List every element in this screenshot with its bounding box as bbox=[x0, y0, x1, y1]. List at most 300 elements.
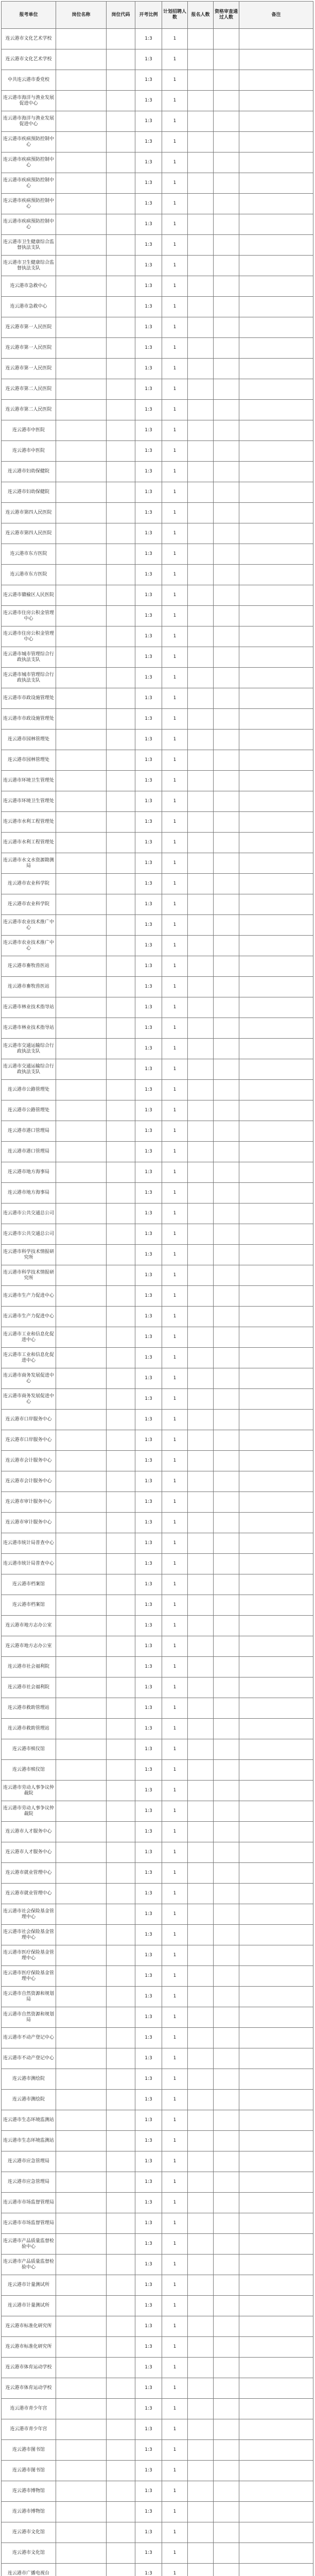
cell-unit: 连云港市第一人民医院 bbox=[2, 338, 56, 359]
cell-code bbox=[107, 1966, 135, 1987]
cell-unit: 连云港市统计局普查中心 bbox=[2, 1533, 56, 1554]
cell-unit: 连云港市不动产登记中心 bbox=[2, 2048, 56, 2069]
cell-applicants bbox=[188, 2213, 214, 2234]
cell-ratio: 1:3 bbox=[135, 1987, 162, 2007]
cell-passed bbox=[214, 2069, 239, 2090]
cell-hire-count: 1 bbox=[162, 2481, 188, 2502]
cell-hire-count: 1 bbox=[162, 750, 188, 771]
cell-unit: 连云港市中医院 bbox=[2, 441, 56, 462]
cell-code bbox=[107, 2213, 135, 2234]
cell-unit: 连云港市疾病预防控制中心 bbox=[2, 214, 56, 235]
table-row bbox=[2, 791, 313, 812]
cell-hire-count: 1 bbox=[162, 1327, 188, 1348]
cell-ratio: 1:3 bbox=[135, 235, 162, 256]
cell-ratio: 1:3 bbox=[135, 29, 162, 49]
cell-unit: 连云港市急救中心 bbox=[2, 297, 56, 317]
table-row bbox=[2, 1162, 313, 1183]
cell-passed bbox=[214, 2296, 239, 2316]
cell-code bbox=[107, 2255, 135, 2275]
cell-unit: 连云港市计量测试所 bbox=[2, 2296, 56, 2316]
cell-applicants bbox=[188, 1904, 214, 1925]
cell-code bbox=[107, 1822, 135, 1842]
cell-code bbox=[107, 1451, 135, 1471]
cell-post bbox=[56, 2358, 107, 2378]
cell-code bbox=[107, 833, 135, 853]
cell-code bbox=[107, 2440, 135, 2461]
table-row bbox=[2, 1657, 313, 1677]
cell-note bbox=[239, 2028, 313, 2048]
cell-ratio: 1:3 bbox=[135, 1657, 162, 1677]
cell-hire-count: 1 bbox=[162, 1307, 188, 1327]
cell-hire-count: 1 bbox=[162, 2316, 188, 2337]
cell-code bbox=[107, 1286, 135, 1307]
cell-post bbox=[56, 894, 107, 915]
cell-code bbox=[107, 297, 135, 317]
cell-hire-count: 1 bbox=[162, 874, 188, 894]
cell-code bbox=[107, 1987, 135, 2007]
cell-applicants bbox=[188, 1657, 214, 1677]
cell-applicants bbox=[188, 235, 214, 256]
cell-note bbox=[239, 1842, 313, 1863]
cell-code bbox=[107, 626, 135, 647]
cell-post bbox=[56, 1698, 107, 1719]
cell-code bbox=[107, 936, 135, 956]
cell-applicants bbox=[188, 1245, 214, 1265]
cell-post bbox=[56, 2069, 107, 2090]
cell-code bbox=[107, 1307, 135, 1327]
cell-ratio: 1:3 bbox=[135, 173, 162, 194]
table-row bbox=[2, 1183, 313, 1204]
cell-ratio: 1:3 bbox=[135, 1183, 162, 1204]
cell-passed bbox=[214, 2316, 239, 2337]
cell-code bbox=[107, 1739, 135, 1760]
cell-applicants bbox=[188, 2110, 214, 2131]
cell-applicants bbox=[188, 1554, 214, 1574]
cell-ratio: 1:3 bbox=[135, 132, 162, 152]
cell-applicants bbox=[188, 915, 214, 936]
cell-ratio: 1:3 bbox=[135, 2028, 162, 2048]
cell-passed bbox=[214, 49, 239, 70]
cell-unit: 连云港市人才服务中心 bbox=[2, 1822, 56, 1842]
cell-applicants bbox=[188, 1121, 214, 1142]
cell-ratio: 1:3 bbox=[135, 2255, 162, 2275]
cell-note bbox=[239, 1719, 313, 1739]
cell-applicants bbox=[188, 132, 214, 152]
cell-code bbox=[107, 338, 135, 359]
cell-code bbox=[107, 1945, 135, 1966]
cell-ratio: 1:3 bbox=[135, 2296, 162, 2316]
cell-post bbox=[56, 1451, 107, 1471]
cell-code bbox=[107, 132, 135, 152]
cell-hire-count: 1 bbox=[162, 420, 188, 441]
cell-unit: 连云港市图书馆 bbox=[2, 2461, 56, 2481]
cell-applicants bbox=[188, 1719, 214, 1739]
cell-hire-count: 1 bbox=[162, 977, 188, 997]
cell-ratio: 1:3 bbox=[135, 1307, 162, 1327]
cell-passed bbox=[214, 1162, 239, 1183]
cell-hire-count: 1 bbox=[162, 1966, 188, 1987]
table-row bbox=[2, 2564, 313, 2576]
cell-hire-count: 1 bbox=[162, 338, 188, 359]
cell-unit: 连云港市水利工程管理处 bbox=[2, 833, 56, 853]
table-row bbox=[2, 1018, 313, 1039]
cell-code bbox=[107, 1100, 135, 1121]
cell-unit: 连云港市博物馆 bbox=[2, 2502, 56, 2522]
cell-applicants bbox=[188, 256, 214, 276]
table-row bbox=[2, 152, 313, 173]
cell-code bbox=[107, 1884, 135, 1904]
cell-post bbox=[56, 2275, 107, 2296]
cell-applicants bbox=[188, 1451, 214, 1471]
table-row bbox=[2, 256, 313, 276]
table-row bbox=[2, 956, 313, 977]
cell-ratio: 1:3 bbox=[135, 1389, 162, 1410]
table-row bbox=[2, 379, 313, 400]
cell-applicants bbox=[188, 2296, 214, 2316]
cell-note bbox=[239, 2358, 313, 2378]
cell-passed bbox=[214, 152, 239, 173]
cell-applicants bbox=[188, 2543, 214, 2564]
cell-note bbox=[239, 2131, 313, 2151]
cell-passed bbox=[214, 1698, 239, 1719]
cell-post bbox=[56, 1039, 107, 1059]
cell-hire-count: 1 bbox=[162, 2543, 188, 2564]
cell-passed bbox=[214, 2151, 239, 2172]
cell-applicants bbox=[188, 317, 214, 338]
cell-code bbox=[107, 668, 135, 688]
cell-hire-count: 1 bbox=[162, 2131, 188, 2151]
cell-applicants bbox=[188, 688, 214, 709]
cell-note bbox=[239, 2172, 313, 2193]
cell-unit: 连云港市疾病预防控制中心 bbox=[2, 132, 56, 152]
cell-ratio: 1:3 bbox=[135, 688, 162, 709]
table-row bbox=[2, 2358, 313, 2378]
cell-ratio: 1:3 bbox=[135, 2110, 162, 2131]
cell-ratio: 1:3 bbox=[135, 152, 162, 173]
cell-unit: 连云港市生态环境监测站 bbox=[2, 2131, 56, 2151]
cell-post bbox=[56, 297, 107, 317]
cell-post bbox=[56, 1286, 107, 1307]
cell-passed bbox=[214, 359, 239, 379]
cell-ratio: 1:3 bbox=[135, 297, 162, 317]
cell-hire-count: 1 bbox=[162, 2172, 188, 2193]
cell-unit: 连云港市劳动人事争议仲裁院 bbox=[2, 1781, 56, 1801]
cell-note bbox=[239, 29, 313, 49]
cell-post bbox=[56, 1245, 107, 1265]
table-row bbox=[2, 565, 313, 585]
cell-passed bbox=[214, 2522, 239, 2543]
cell-hire-count: 1 bbox=[162, 956, 188, 977]
cell-unit: 连云港市文化艺术学校 bbox=[2, 29, 56, 49]
cell-applicants bbox=[188, 833, 214, 853]
cell-unit: 连云港市生产力促进中心 bbox=[2, 1307, 56, 1327]
cell-note bbox=[239, 1945, 313, 1966]
cell-hire-count: 1 bbox=[162, 1904, 188, 1925]
cell-passed bbox=[214, 70, 239, 91]
cell-ratio: 1:3 bbox=[135, 1966, 162, 1987]
table-row bbox=[2, 2275, 313, 2296]
cell-unit: 连云港市应急管理局 bbox=[2, 2172, 56, 2193]
cell-post bbox=[56, 997, 107, 1018]
cell-post bbox=[56, 853, 107, 874]
cell-hire-count: 1 bbox=[162, 2337, 188, 2358]
cell-code bbox=[107, 49, 135, 70]
cell-applicants bbox=[188, 2069, 214, 2090]
cell-note bbox=[239, 1904, 313, 1925]
cell-ratio: 1:3 bbox=[135, 1904, 162, 1925]
cell-hire-count: 1 bbox=[162, 1162, 188, 1183]
cell-post bbox=[56, 750, 107, 771]
cell-ratio: 1:3 bbox=[135, 1410, 162, 1430]
cell-hire-count: 1 bbox=[162, 833, 188, 853]
cell-note bbox=[239, 2007, 313, 2028]
cell-hire-count: 1 bbox=[162, 297, 188, 317]
cell-passed bbox=[214, 833, 239, 853]
cell-hire-count: 1 bbox=[162, 152, 188, 173]
cell-code bbox=[107, 1245, 135, 1265]
cell-note bbox=[239, 2502, 313, 2522]
cell-code bbox=[107, 1121, 135, 1142]
cell-hire-count: 1 bbox=[162, 2440, 188, 2461]
cell-hire-count: 1 bbox=[162, 523, 188, 544]
cell-applicants bbox=[188, 1389, 214, 1410]
cell-code bbox=[107, 1327, 135, 1348]
cell-applicants bbox=[188, 1183, 214, 1204]
cell-unit: 连云港市卫生健康综合监督执法支队 bbox=[2, 235, 56, 256]
cell-post bbox=[56, 1719, 107, 1739]
cell-passed bbox=[214, 1265, 239, 1286]
cell-unit: 连云港市地方海事局 bbox=[2, 1162, 56, 1183]
table-row bbox=[2, 1781, 313, 1801]
table-row bbox=[2, 1059, 313, 1080]
cell-ratio: 1:3 bbox=[135, 2358, 162, 2378]
cell-unit: 连云港市工业和信息化促进中心 bbox=[2, 1348, 56, 1368]
cell-post bbox=[56, 2296, 107, 2316]
cell-code bbox=[107, 2378, 135, 2399]
cell-note bbox=[239, 1059, 313, 1080]
cell-applicants bbox=[188, 709, 214, 730]
cell-code bbox=[107, 874, 135, 894]
cell-passed bbox=[214, 1039, 239, 1059]
cell-passed bbox=[214, 1760, 239, 1781]
cell-passed bbox=[214, 297, 239, 317]
cell-passed bbox=[214, 1677, 239, 1698]
cell-ratio: 1:3 bbox=[135, 1265, 162, 1286]
cell-passed bbox=[214, 915, 239, 936]
cell-ratio: 1:3 bbox=[135, 1595, 162, 1616]
cell-hire-count: 1 bbox=[162, 2151, 188, 2172]
cell-note bbox=[239, 2316, 313, 2337]
cell-passed bbox=[214, 1368, 239, 1389]
cell-code bbox=[107, 379, 135, 400]
cell-note bbox=[239, 359, 313, 379]
table-row bbox=[2, 1224, 313, 1245]
cell-hire-count: 1 bbox=[162, 606, 188, 626]
cell-code bbox=[107, 1925, 135, 1945]
cell-note bbox=[239, 585, 313, 606]
cell-hire-count: 1 bbox=[162, 2090, 188, 2110]
cell-passed bbox=[214, 338, 239, 359]
cell-passed bbox=[214, 1142, 239, 1162]
cell-unit: 连云港市市政设施管理处 bbox=[2, 709, 56, 730]
table-row bbox=[2, 2234, 313, 2255]
cell-code bbox=[107, 441, 135, 462]
cell-unit: 连云港市救助管理站 bbox=[2, 1719, 56, 1739]
cell-code bbox=[107, 1657, 135, 1677]
cell-passed bbox=[214, 730, 239, 750]
cell-post bbox=[56, 1142, 107, 1162]
header-applicants: 报名人数 bbox=[188, 2, 214, 29]
cell-code bbox=[107, 1265, 135, 1286]
cell-hire-count: 1 bbox=[162, 1451, 188, 1471]
cell-passed bbox=[214, 2275, 239, 2296]
cell-code bbox=[107, 1142, 135, 1162]
cell-ratio: 1:3 bbox=[135, 1018, 162, 1039]
table-row bbox=[2, 1080, 313, 1100]
cell-note bbox=[239, 544, 313, 565]
cell-passed bbox=[214, 420, 239, 441]
cell-hire-count: 1 bbox=[162, 1513, 188, 1533]
cell-note bbox=[239, 2213, 313, 2234]
cell-unit: 连云港市工业和信息化促进中心 bbox=[2, 1327, 56, 1348]
cell-code bbox=[107, 791, 135, 812]
cell-unit: 连云港市农业科学院 bbox=[2, 894, 56, 915]
cell-unit: 连云港市文化馆 bbox=[2, 2522, 56, 2543]
cell-ratio: 1:3 bbox=[135, 997, 162, 1018]
cell-unit: 连云港市生产力促进中心 bbox=[2, 1286, 56, 1307]
cell-code bbox=[107, 730, 135, 750]
cell-ratio: 1:3 bbox=[135, 791, 162, 812]
cell-note bbox=[239, 2440, 313, 2461]
cell-ratio: 1:3 bbox=[135, 1059, 162, 1080]
cell-hire-count: 1 bbox=[162, 1616, 188, 1636]
cell-post bbox=[56, 668, 107, 688]
cell-hire-count: 1 bbox=[162, 997, 188, 1018]
cell-passed bbox=[214, 1059, 239, 1080]
cell-post bbox=[56, 1945, 107, 1966]
cell-hire-count: 1 bbox=[162, 812, 188, 833]
cell-note bbox=[239, 1142, 313, 1162]
table-row bbox=[2, 977, 313, 997]
table-row bbox=[2, 2028, 313, 2048]
cell-applicants bbox=[188, 49, 214, 70]
cell-post bbox=[56, 2048, 107, 2069]
cell-note bbox=[239, 70, 313, 91]
cell-note bbox=[239, 1987, 313, 2007]
cell-hire-count: 1 bbox=[162, 1492, 188, 1513]
cell-applicants bbox=[188, 1204, 214, 1224]
cell-unit: 连云港市第二人民医院 bbox=[2, 379, 56, 400]
cell-code bbox=[107, 1719, 135, 1739]
cell-note bbox=[239, 1286, 313, 1307]
cell-ratio: 1:3 bbox=[135, 1822, 162, 1842]
cell-ratio: 1:3 bbox=[135, 400, 162, 420]
cell-unit: 连云港市妇幼保健院 bbox=[2, 482, 56, 503]
cell-unit: 连云港市人才服务中心 bbox=[2, 1842, 56, 1863]
cell-passed bbox=[214, 1471, 239, 1492]
cell-applicants bbox=[188, 853, 214, 874]
cell-code bbox=[107, 2090, 135, 2110]
cell-passed bbox=[214, 111, 239, 132]
cell-hire-count: 1 bbox=[162, 2358, 188, 2378]
cell-unit: 连云港市审计服务中心 bbox=[2, 1513, 56, 1533]
cell-unit: 连云港市园林管理处 bbox=[2, 750, 56, 771]
cell-post bbox=[56, 2131, 107, 2151]
cell-code bbox=[107, 503, 135, 523]
cell-post bbox=[56, 1657, 107, 1677]
cell-unit: 连云港市城市管理综合行政执法支队 bbox=[2, 647, 56, 668]
cell-passed bbox=[214, 1100, 239, 1121]
cell-applicants bbox=[188, 2399, 214, 2419]
cell-hire-count: 1 bbox=[162, 1863, 188, 1884]
cell-ratio: 1:3 bbox=[135, 2172, 162, 2193]
cell-passed bbox=[214, 2481, 239, 2502]
cell-ratio: 1:3 bbox=[135, 750, 162, 771]
cell-post bbox=[56, 2193, 107, 2213]
cell-applicants bbox=[188, 338, 214, 359]
cell-note bbox=[239, 606, 313, 626]
cell-code bbox=[107, 2172, 135, 2193]
cell-code bbox=[107, 2543, 135, 2564]
cell-unit: 连云港市畜牧兽医站 bbox=[2, 977, 56, 997]
cell-applicants bbox=[188, 297, 214, 317]
cell-note bbox=[239, 400, 313, 420]
cell-passed bbox=[214, 2048, 239, 2069]
cell-note bbox=[239, 49, 313, 70]
cell-applicants bbox=[188, 1595, 214, 1616]
cell-unit: 连云港市东方医院 bbox=[2, 544, 56, 565]
cell-passed bbox=[214, 2502, 239, 2522]
cell-unit: 连云港市地方志办公室 bbox=[2, 1636, 56, 1657]
cell-ratio: 1:3 bbox=[135, 1430, 162, 1451]
table-row bbox=[2, 1842, 313, 1863]
cell-hire-count: 1 bbox=[162, 1987, 188, 2007]
cell-note bbox=[239, 235, 313, 256]
cell-note bbox=[239, 771, 313, 791]
cell-passed bbox=[214, 2255, 239, 2275]
cell-note bbox=[239, 956, 313, 977]
cell-code bbox=[107, 214, 135, 235]
cell-passed bbox=[214, 606, 239, 626]
cell-passed bbox=[214, 2090, 239, 2110]
cell-post bbox=[56, 936, 107, 956]
cell-unit: 连云港市环境卫生管理处 bbox=[2, 771, 56, 791]
cell-unit: 连云港市会计服务中心 bbox=[2, 1451, 56, 1471]
cell-code bbox=[107, 1513, 135, 1533]
cell-hire-count: 1 bbox=[162, 1739, 188, 1760]
cell-unit: 连云港市疾病预防控制中心 bbox=[2, 173, 56, 194]
cell-hire-count: 1 bbox=[162, 1368, 188, 1389]
cell-code bbox=[107, 2193, 135, 2213]
cell-hire-count: 1 bbox=[162, 2378, 188, 2399]
cell-ratio: 1:3 bbox=[135, 49, 162, 70]
cell-applicants bbox=[188, 1059, 214, 1080]
cell-applicants bbox=[188, 936, 214, 956]
cell-passed bbox=[214, 1801, 239, 1822]
cell-unit: 连云港市交通运输综合行政执法支队 bbox=[2, 1059, 56, 1080]
cell-unit: 连云港市第四人民医院 bbox=[2, 503, 56, 523]
cell-applicants bbox=[188, 1307, 214, 1327]
cell-applicants bbox=[188, 997, 214, 1018]
table-row bbox=[2, 1698, 313, 1719]
table-row bbox=[2, 214, 313, 235]
cell-unit: 连云港市社会保险基金管理中心 bbox=[2, 1925, 56, 1945]
table-row bbox=[2, 1265, 313, 1286]
cell-ratio: 1:3 bbox=[135, 1863, 162, 1884]
cell-ratio: 1:3 bbox=[135, 1616, 162, 1636]
cell-passed bbox=[214, 523, 239, 544]
cell-code bbox=[107, 70, 135, 91]
